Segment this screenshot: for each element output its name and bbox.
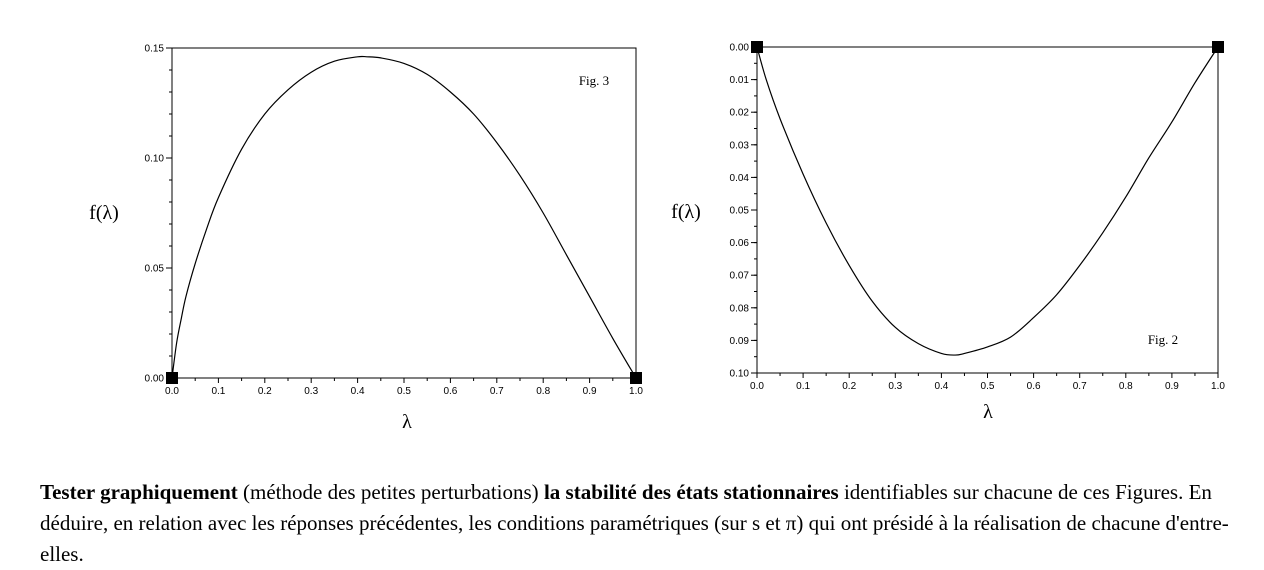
plot-frame bbox=[172, 48, 636, 378]
series-line bbox=[172, 56, 636, 378]
x-tick-label: 0.1 bbox=[211, 386, 226, 397]
figure-label: Fig. 3 bbox=[578, 73, 610, 88]
x-tick-label: 0.2 bbox=[842, 381, 857, 392]
caption-bold-2: la stabilité des états stationnaires bbox=[543, 480, 839, 504]
x-tick-label: 0.4 bbox=[350, 386, 365, 397]
caption-text-1: (méthode des petites perturbations) bbox=[237, 480, 544, 504]
x-tick-label: 0.2 bbox=[257, 386, 272, 397]
stationary-point-marker bbox=[630, 372, 642, 384]
y-tick-label: 0.04 bbox=[729, 172, 749, 184]
y-tick-label: 0.02 bbox=[729, 107, 749, 119]
stationary-point-marker bbox=[751, 41, 763, 53]
x-tick-label: 0.7 bbox=[1072, 381, 1087, 392]
caption-paragraph bbox=[40, 477, 1230, 570]
figure-label: Fig. 2 bbox=[1147, 332, 1179, 347]
y-tick-label: 0.06 bbox=[729, 238, 749, 250]
x-tick-label: 0.0 bbox=[165, 386, 179, 397]
y-tick-label: 0.05 bbox=[729, 205, 749, 217]
caption-text-2: identifiables sur chacune de ces Figures. En déduire, en relation avec les réponses précédentes, les conditions paramétriques (sur s et π) qui ont présidé à la réalisation de chacune d'entre-elles. bbox=[40, 480, 1229, 566]
x-tick-label: 0.8 bbox=[1118, 381, 1133, 392]
plot-frame bbox=[757, 47, 1218, 373]
x-tick-label: 0.7 bbox=[489, 386, 504, 397]
y-tick-label: 0.00 bbox=[729, 42, 749, 54]
x-axis-label: λ bbox=[402, 411, 412, 433]
y-tick-label: 0.00 bbox=[144, 373, 164, 385]
y-tick-label: 0.15 bbox=[144, 43, 164, 55]
x-tick-label: 0.5 bbox=[980, 381, 995, 392]
x-tick-label: 0.6 bbox=[443, 386, 458, 397]
x-tick-label: 0.9 bbox=[1164, 381, 1179, 392]
stationary-point-marker bbox=[1212, 41, 1224, 53]
x-tick-label: 0.9 bbox=[582, 386, 597, 397]
x-tick-label: 0.8 bbox=[536, 386, 551, 397]
chart-fig2 bbox=[671, 41, 1225, 423]
y-tick-label: 0.03 bbox=[729, 140, 749, 152]
x-tick-label: 0.6 bbox=[1026, 381, 1041, 392]
x-tick-label: 0.0 bbox=[750, 381, 764, 392]
y-tick-label: 0.07 bbox=[729, 270, 749, 282]
x-tick-label: 0.4 bbox=[934, 381, 949, 392]
series-line bbox=[757, 47, 1218, 355]
x-tick-label: 0.3 bbox=[304, 386, 319, 397]
x-axis-label: λ bbox=[983, 401, 993, 423]
y-tick-label: 0.05 bbox=[144, 263, 164, 275]
x-tick-label: 1.0 bbox=[629, 386, 643, 397]
stationary-point-marker bbox=[166, 372, 178, 384]
y-tick-label: 0.08 bbox=[729, 303, 749, 315]
y-axis-label: f(λ) bbox=[671, 201, 701, 223]
caption-bold-1: Tester graphiquement bbox=[40, 480, 238, 504]
x-tick-label: 1.0 bbox=[1211, 381, 1225, 392]
y-tick-label: 0.01 bbox=[729, 75, 749, 87]
x-tick-label: 0.5 bbox=[397, 386, 411, 397]
y-tick-label: 0.09 bbox=[729, 335, 749, 347]
y-tick-label: 0.10 bbox=[144, 153, 164, 165]
chart-fig3 bbox=[89, 44, 643, 434]
y-axis-label: f(λ) bbox=[89, 202, 119, 224]
x-tick-label: 0.3 bbox=[888, 381, 903, 392]
y-tick-label: 0.10 bbox=[729, 368, 749, 380]
x-tick-label: 0.1 bbox=[796, 381, 811, 392]
